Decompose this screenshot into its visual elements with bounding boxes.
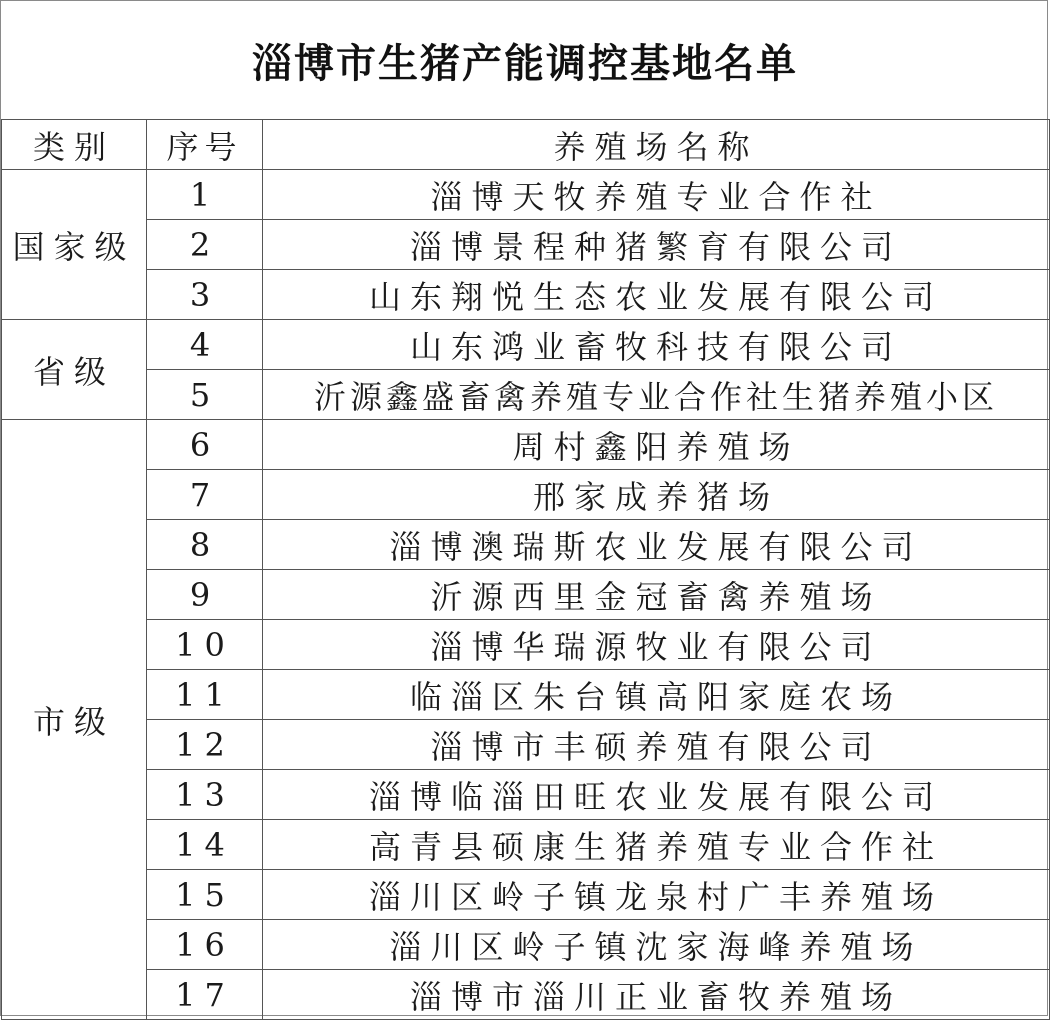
row-number: 2 bbox=[147, 220, 263, 270]
row-number: 16 bbox=[147, 920, 263, 970]
farm-name: 沂源西里金冠畜禽养殖场 bbox=[263, 570, 1050, 620]
farm-name: 周村鑫阳养殖场 bbox=[263, 420, 1050, 470]
farm-name: 淄博临淄田旺农业发展有限公司 bbox=[263, 770, 1050, 820]
category-cell: 国家级 bbox=[2, 170, 147, 320]
table-row bbox=[2, 370, 1050, 420]
row-number: 13 bbox=[147, 770, 263, 820]
header-category: 类别 bbox=[2, 120, 147, 170]
table-row bbox=[2, 620, 1050, 670]
table-row bbox=[2, 870, 1050, 920]
table-row bbox=[2, 770, 1050, 820]
table-row bbox=[2, 720, 1050, 770]
table-row bbox=[2, 520, 1050, 570]
farm-name: 淄川区岭子镇龙泉村广丰养殖场 bbox=[263, 870, 1050, 920]
row-number: 11 bbox=[147, 670, 263, 720]
header-number: 序号 bbox=[147, 120, 263, 170]
table-row bbox=[2, 170, 1050, 220]
category-cell: 省级 bbox=[2, 320, 147, 420]
page-title: 淄博市生猪产能调控基地名单 bbox=[252, 40, 798, 87]
header-farm-name: 养殖场名称 bbox=[263, 120, 1050, 170]
table-row bbox=[2, 670, 1050, 720]
table-row bbox=[2, 220, 1050, 270]
farm-name: 淄博市丰硕养殖有限公司 bbox=[263, 720, 1050, 770]
table-row bbox=[2, 820, 1050, 870]
row-number: 10 bbox=[147, 620, 263, 670]
row-number: 9 bbox=[147, 570, 263, 620]
table-row bbox=[2, 470, 1050, 520]
farm-name: 淄博澳瑞斯农业发展有限公司 bbox=[263, 520, 1050, 570]
row-number: 12 bbox=[147, 720, 263, 770]
row-number: 7 bbox=[147, 470, 263, 520]
table-header-row bbox=[2, 120, 1050, 170]
farm-name: 临淄区朱台镇高阳家庭农场 bbox=[263, 670, 1050, 720]
row-number: 14 bbox=[147, 820, 263, 870]
row-number: 4 bbox=[147, 320, 263, 370]
table-row bbox=[2, 320, 1050, 370]
farm-name: 淄川区岭子镇沈家海峰养殖场 bbox=[263, 920, 1050, 970]
farm-name: 山东鸿业畜牧科技有限公司 bbox=[263, 320, 1050, 370]
row-number: 15 bbox=[147, 870, 263, 920]
table-row bbox=[2, 970, 1050, 1020]
farm-name: 淄博华瑞源牧业有限公司 bbox=[263, 620, 1050, 670]
farm-name: 邢家成养猪场 bbox=[263, 470, 1050, 520]
category-cell: 市级 bbox=[2, 420, 147, 1020]
farm-name: 淄博市淄川正业畜牧养殖场 bbox=[263, 970, 1050, 1020]
row-number: 3 bbox=[147, 270, 263, 320]
farm-name: 淄博景程种猪繁育有限公司 bbox=[263, 220, 1050, 270]
row-number: 17 bbox=[147, 970, 263, 1020]
farm-name: 淄博天牧养殖专业合作社 bbox=[263, 170, 1050, 220]
row-number: 1 bbox=[147, 170, 263, 220]
table-row bbox=[2, 420, 1050, 470]
table-row bbox=[2, 270, 1050, 320]
row-number: 6 bbox=[147, 420, 263, 470]
farm-list-table bbox=[1, 119, 1050, 1020]
farm-name: 山东翔悦生态农业发展有限公司 bbox=[263, 270, 1050, 320]
row-number: 5 bbox=[147, 370, 263, 420]
table-row bbox=[2, 570, 1050, 620]
row-number: 8 bbox=[147, 520, 263, 570]
farm-name: 沂源鑫盛畜禽养殖专业合作社生猪养殖小区 bbox=[263, 370, 1050, 420]
table-row bbox=[2, 920, 1050, 970]
farm-name: 高青县硕康生猪养殖专业合作社 bbox=[263, 820, 1050, 870]
